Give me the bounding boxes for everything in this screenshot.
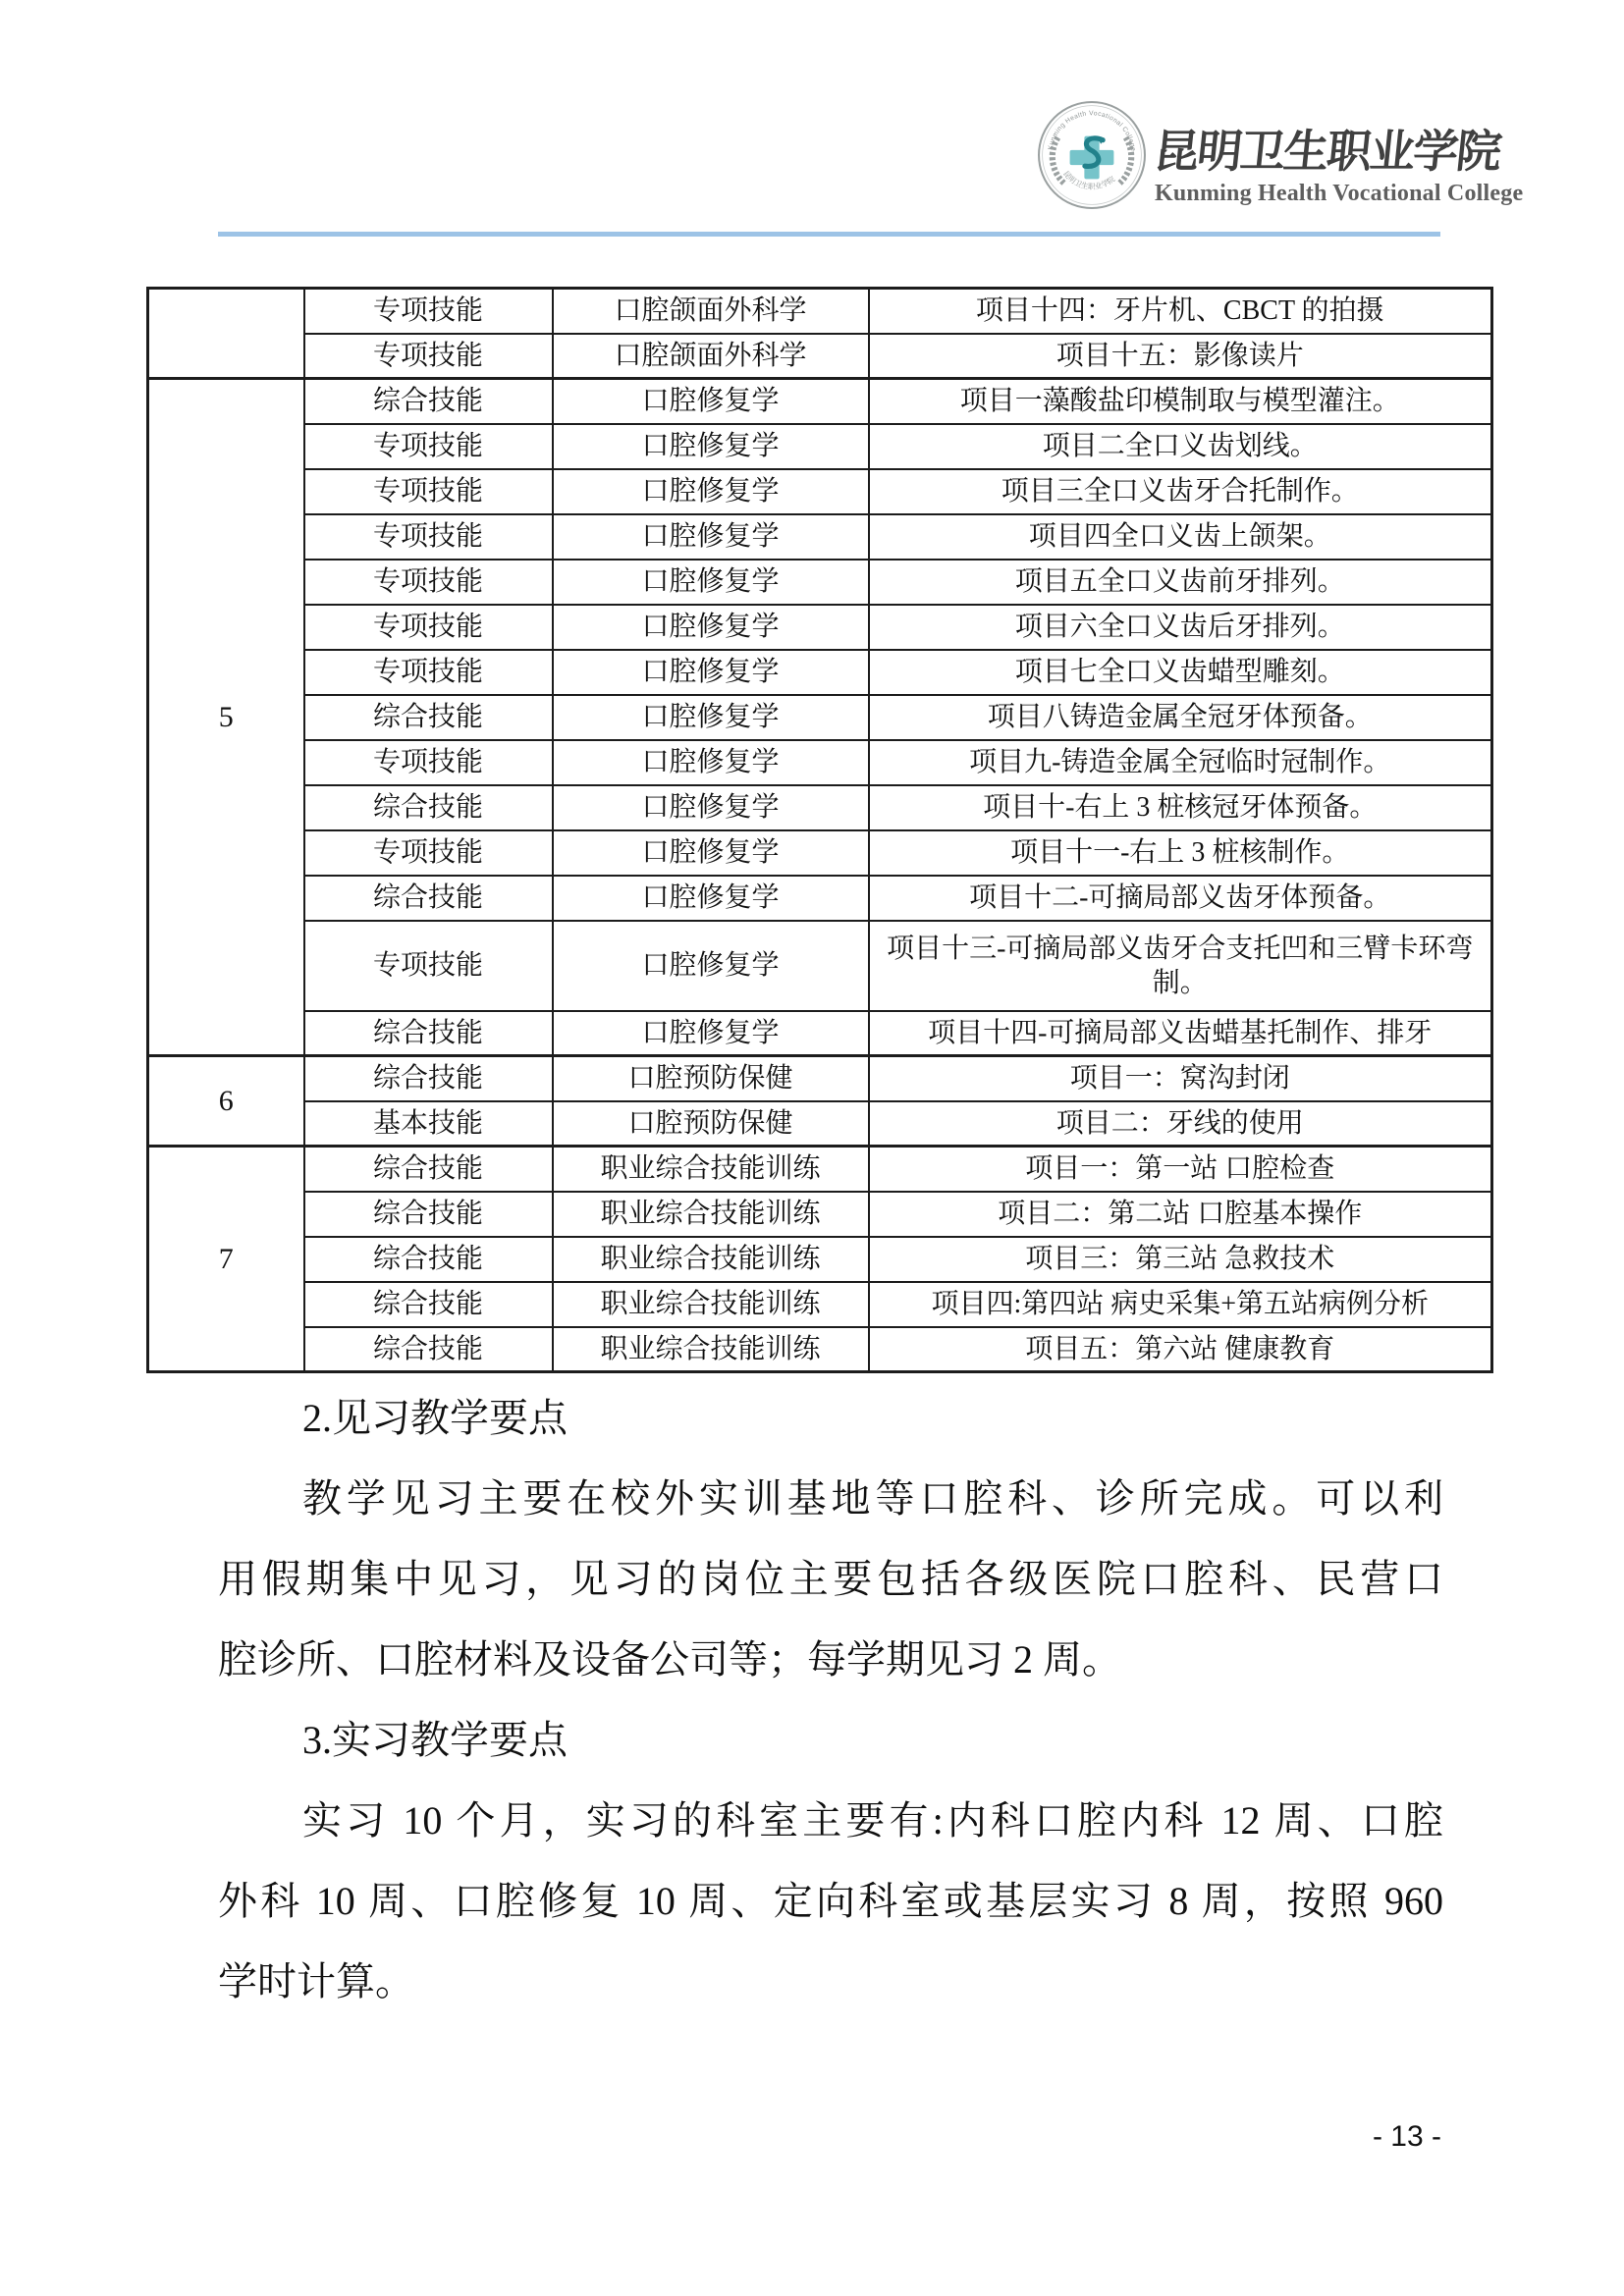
cell-skill-type: 专项技能 xyxy=(304,650,553,695)
table-row xyxy=(148,740,1492,785)
cell-course: 口腔修复学 xyxy=(553,740,869,785)
cell-project: 项目八铸造金属全冠牙体预备。 xyxy=(869,695,1492,740)
cell-project: 项目十-右上 3 桩核冠牙体预备。 xyxy=(869,785,1492,830)
cell-course: 口腔修复学 xyxy=(553,1011,869,1056)
cell-course: 职业综合技能训练 xyxy=(553,1282,869,1327)
table-row xyxy=(148,289,1492,334)
cell-project: 项目五全口义齿前牙排列。 xyxy=(869,560,1492,605)
section-heading-2: 2.见习教学要点 xyxy=(302,1396,568,1440)
cell-project: 项目十四-可摘局部义齿蜡基托制作、排牙 xyxy=(869,1011,1492,1056)
cell-project: 项目十五：影像读片 xyxy=(869,334,1492,379)
table-row xyxy=(148,1282,1492,1327)
cell-course: 职业综合技能训练 xyxy=(553,1237,869,1282)
cell-project: 项目二：第二站 口腔基本操作 xyxy=(869,1192,1492,1237)
cell-course: 口腔修复学 xyxy=(553,514,869,560)
cell-skill-type: 专项技能 xyxy=(304,560,553,605)
table-row xyxy=(148,785,1492,830)
cell-project: 项目十四：牙片机、CBCT 的拍摄 xyxy=(869,289,1492,334)
cell-project: 项目十二-可摘局部义齿牙体预备。 xyxy=(869,876,1492,921)
cell-project: 项目二：牙线的使用 xyxy=(869,1101,1492,1147)
cell-skill-type: 综合技能 xyxy=(304,695,553,740)
cell-skill-type: 综合技能 xyxy=(304,1192,553,1237)
cell-skill-type: 综合技能 xyxy=(304,1056,553,1101)
cell-project: 项目三全口义齿牙合托制作。 xyxy=(869,469,1492,514)
cell-semester: 6 xyxy=(148,1056,304,1147)
cell-skill-type: 综合技能 xyxy=(304,1327,553,1372)
table-row xyxy=(148,1327,1492,1372)
seal-top-arc-text: Kunming Health Vocational College xyxy=(1047,110,1137,152)
cell-skill-type: 专项技能 xyxy=(304,740,553,785)
table-row xyxy=(148,830,1492,876)
cell-skill-type: 基本技能 xyxy=(304,1101,553,1147)
college-name-calligraphy: 昆明卫生职业学院 xyxy=(1151,127,1503,177)
cell-project: 项目四全口义齿上颌架。 xyxy=(869,514,1492,560)
paragraph-line: 腔诊所、口腔材料及设备公司等；每学期见习 2 周。 xyxy=(218,1637,1121,1682)
table-row xyxy=(148,1192,1492,1237)
cell-course: 口腔修复学 xyxy=(553,785,869,830)
cell-course: 口腔颌面外科学 xyxy=(553,334,869,379)
table-row xyxy=(148,379,1492,424)
cell-skill-type: 专项技能 xyxy=(304,424,553,469)
cell-skill-type: 综合技能 xyxy=(304,876,553,921)
cell-course: 口腔修复学 xyxy=(553,695,869,740)
paragraph-line: 外科 10 周、口腔修复 10 周、定向科室或基层实习 8 周，按照 960 xyxy=(218,1879,1443,1923)
table-row xyxy=(148,695,1492,740)
cell-skill-type: 专项技能 xyxy=(304,514,553,560)
cell-course: 口腔修复学 xyxy=(553,830,869,876)
cell-skill-type: 专项技能 xyxy=(304,334,553,379)
cell-course: 职业综合技能训练 xyxy=(553,1327,869,1372)
table-row xyxy=(148,560,1492,605)
cell-project: 项目二全口义齿划线。 xyxy=(869,424,1492,469)
cell-course: 口腔修复学 xyxy=(553,469,869,514)
cell-course: 口腔修复学 xyxy=(553,424,869,469)
cell-skill-type: 专项技能 xyxy=(304,830,553,876)
section-heading-3: 3.实习教学要点 xyxy=(302,1718,568,1762)
cell-project: 项目三：第三站 急救技术 xyxy=(869,1237,1492,1282)
cell-project: 项目十一-右上 3 桩核制作。 xyxy=(869,830,1492,876)
cell-project: 项目五：第六站 健康教育 xyxy=(869,1327,1492,1372)
paragraph-line: 实习 10 个月，实习的科室主要有:内科口腔内科 12 周、口腔 xyxy=(302,1798,1443,1842)
cell-project: 项目一藻酸盐印模制取与模型灌注。 xyxy=(869,379,1492,424)
cell-project: 项目十三-可摘局部义齿牙合支托凹和三臂卡环弯制。 xyxy=(869,921,1492,1011)
cell-course: 口腔修复学 xyxy=(553,605,869,650)
cell-skill-type: 专项技能 xyxy=(304,469,553,514)
cell-skill-type: 专项技能 xyxy=(304,921,553,1011)
table-row xyxy=(148,605,1492,650)
cell-project: 项目一：窝沟封闭 xyxy=(869,1056,1492,1101)
cell-semester: 5 xyxy=(148,379,304,1056)
paragraph-line: 学时计算。 xyxy=(218,1959,414,2003)
cell-project: 项目七全口义齿蜡型雕刻。 xyxy=(869,650,1492,695)
table-row xyxy=(148,424,1492,469)
cell-course: 口腔修复学 xyxy=(553,650,869,695)
table-row xyxy=(148,334,1492,379)
cell-project: 项目九-铸造金属全冠临时冠制作。 xyxy=(869,740,1492,785)
table-row xyxy=(148,1011,1492,1056)
cell-skill-type: 专项技能 xyxy=(304,605,553,650)
table-row xyxy=(148,1147,1492,1192)
college-name-english: Kunming Health Vocational College xyxy=(1155,181,1524,206)
cell-skill-type: 综合技能 xyxy=(304,785,553,830)
cell-course: 口腔预防保健 xyxy=(553,1056,869,1101)
table-row xyxy=(148,1101,1492,1147)
cell-course: 口腔修复学 xyxy=(553,379,869,424)
cell-course: 职业综合技能训练 xyxy=(553,1147,869,1192)
cell-skill-type: 综合技能 xyxy=(304,1237,553,1282)
cell-skill-type: 综合技能 xyxy=(304,1282,553,1327)
cell-project: 项目四:第四站 病史采集+第五站病例分析 xyxy=(869,1282,1492,1327)
cell-course: 口腔修复学 xyxy=(553,560,869,605)
table-row xyxy=(148,921,1492,1011)
cell-course: 口腔修复学 xyxy=(553,876,869,921)
page-number: - 13 - xyxy=(1372,2120,1442,2153)
table-row xyxy=(148,1237,1492,1282)
cell-semester xyxy=(148,289,304,379)
table-row xyxy=(148,514,1492,560)
table-row xyxy=(148,650,1492,695)
cell-course: 口腔修复学 xyxy=(553,921,869,1011)
header-divider-line xyxy=(218,232,1440,237)
paragraph-line: 用假期集中见习，见习的岗位主要包括各级医院口腔科、民营口 xyxy=(218,1557,1443,1601)
cell-project: 项目一：第一站 口腔检查 xyxy=(869,1147,1492,1192)
cell-skill-type: 专项技能 xyxy=(304,289,553,334)
cell-skill-type: 综合技能 xyxy=(304,1147,553,1192)
table-row xyxy=(148,876,1492,921)
paragraph-line: 教学见习主要在校外实训基地等口腔科、诊所完成。可以利 xyxy=(302,1476,1443,1521)
table-row xyxy=(148,469,1492,514)
cell-course: 职业综合技能训练 xyxy=(553,1192,869,1237)
seal-bottom-arc-text: 昆明卫生职业学院 xyxy=(1061,169,1117,191)
cell-skill-type: 综合技能 xyxy=(304,379,553,424)
body-text xyxy=(218,1378,1443,2022)
cell-project: 项目六全口义齿后牙排列。 xyxy=(869,605,1492,650)
cell-semester: 7 xyxy=(148,1147,304,1372)
training-project-table xyxy=(146,287,1493,1373)
cell-course: 口腔颌面外科学 xyxy=(553,289,869,334)
college-seal-logo xyxy=(1037,99,1147,211)
table-row xyxy=(148,1056,1492,1101)
cell-skill-type: 综合技能 xyxy=(304,1011,553,1056)
cell-course: 口腔预防保健 xyxy=(553,1101,869,1147)
